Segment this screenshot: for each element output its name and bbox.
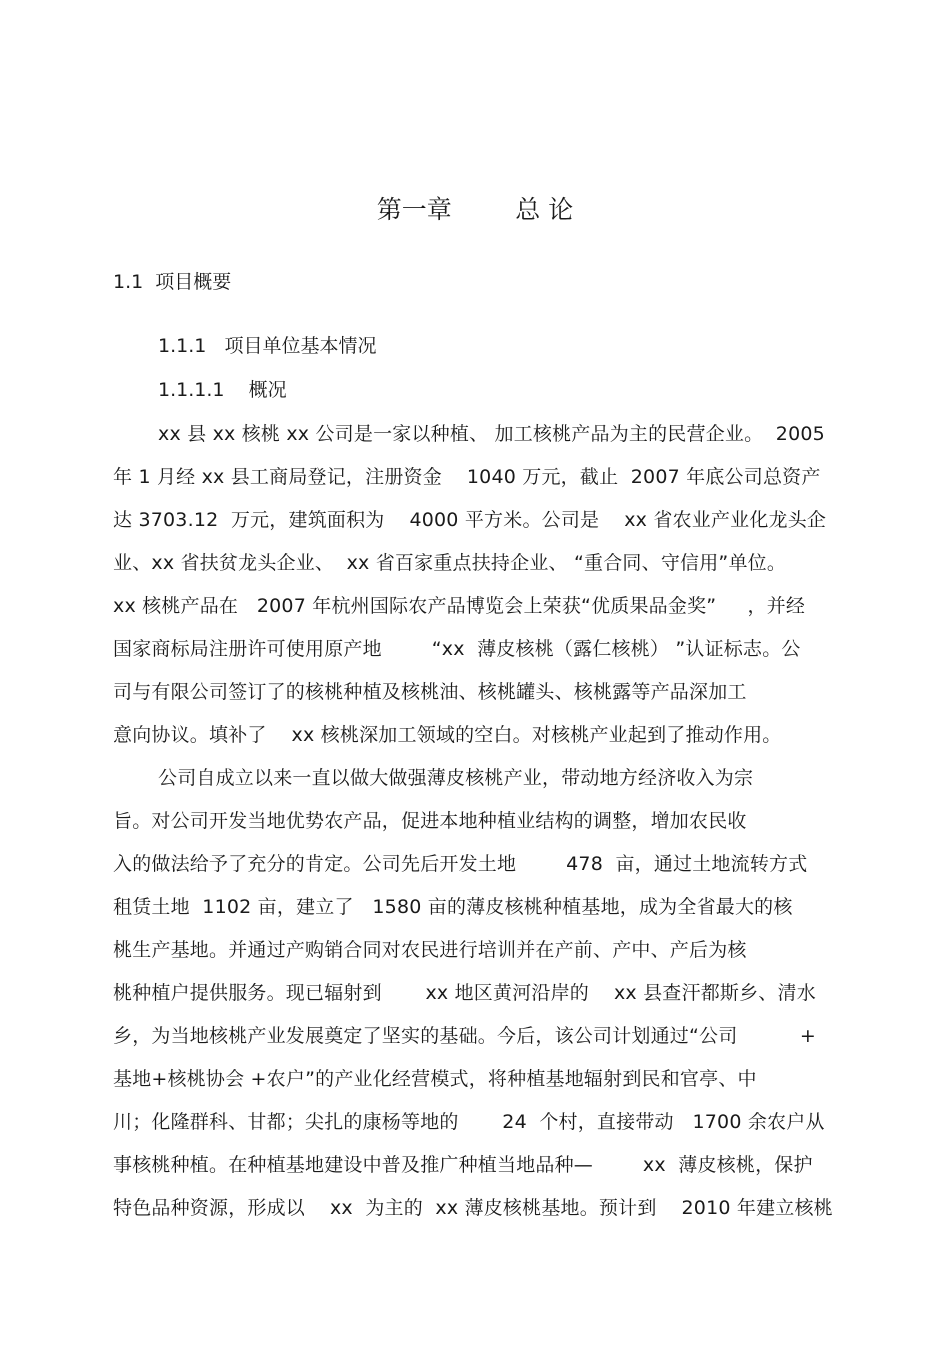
subsection-heading: 1.1.1 项目单位基本情况 <box>158 335 377 357</box>
paragraph-line: 入的做法给予了充分的肯定。公司先后开发土地 478 亩，通过土地流转方式 <box>113 853 808 875</box>
paragraph-line: 川；化隆群科、甘都；尖扎的康杨等地的 24 个村，直接带动 1700 余农户从 <box>113 1111 825 1133</box>
paragraph-line: xx 核桃产品在 2007 年杭州国际农产品博览会上荣获“优质果品金奖” ，并经 <box>113 595 806 617</box>
section-heading: 1.1 项目概要 <box>113 271 232 293</box>
paragraph-line: 业、xx 省扶贫龙头企业、 xx 省百家重点扶持企业、 “重合同、守信用”单位。 <box>113 552 787 574</box>
paragraph-line: 乡，为当地核桃产业发展奠定了坚实的基础。今后，该公司计划通过“公司 + <box>113 1025 816 1047</box>
paragraph-line: 租赁土地 1102 亩，建立了 1580 亩的薄皮核桃种植基地，成为全省最大的核 <box>113 896 793 918</box>
chapter-title: 第一章 总 论 <box>376 195 574 224</box>
paragraph-line: 基地+核桃协会 +农户”的产业化经营模式，将种植基地辐射到民和官亭、中 <box>113 1068 757 1090</box>
paragraph-line: 达 3703.12 万元，建筑面积为 4000 平方米。公司是 xx 省农业产业化龙头企 <box>113 509 827 531</box>
paragraph-line: 公司自成立以来一直以做大做强薄皮核桃产业，带动地方经济收入为宗 <box>158 767 754 789</box>
paragraph-line: 旨。对公司开发当地优势农产品，促进本地种植业结构的调整，增加农民收 <box>113 810 747 832</box>
paragraph-line: 意向协议。填补了 xx 核桃深加工领域的空白。对核桃产业起到了推动作用。 <box>113 724 782 746</box>
paragraph-line: xx 县 xx 核桃 xx 公司是一家以种植、 加工核桃产品为主的民营企业。 2005 <box>158 423 825 445</box>
paragraph-line: 桃生产基地。并通过产购销合同对农民进行培训并在产前、产中、产后为核 <box>113 939 747 961</box>
paragraph-line: 特色品种资源，形成以 xx 为主的 xx 薄皮核桃基地。预计到 2010 年建立核桃 <box>113 1197 833 1219</box>
paragraph-line: 司与有限公司签订了的核桃种植及核桃油、核桃罐头、核桃露等产品深加工 <box>113 681 747 703</box>
paragraph-line: 桃种植户提供服务。现已辐射到 xx 地区黄河沿岸的 xx 县查汗都斯乡、清水 <box>113 982 816 1004</box>
subsubsection-heading: 1.1.1.1 概况 <box>158 379 287 401</box>
paragraph-line: 年 1 月经 xx 县工商局登记，注册资金 1040 万元，截止 2007 年底公司总资产 <box>113 466 821 488</box>
paragraph-line: 事核桃种植。在种植基地建设中普及推广种植当地品种— xx 薄皮核桃，保护 <box>113 1154 813 1176</box>
paragraph-line: 国家商标局注册许可使用原产地 “xx 薄皮核桃（露仁核桃） ”认证标志。公 <box>113 638 801 660</box>
